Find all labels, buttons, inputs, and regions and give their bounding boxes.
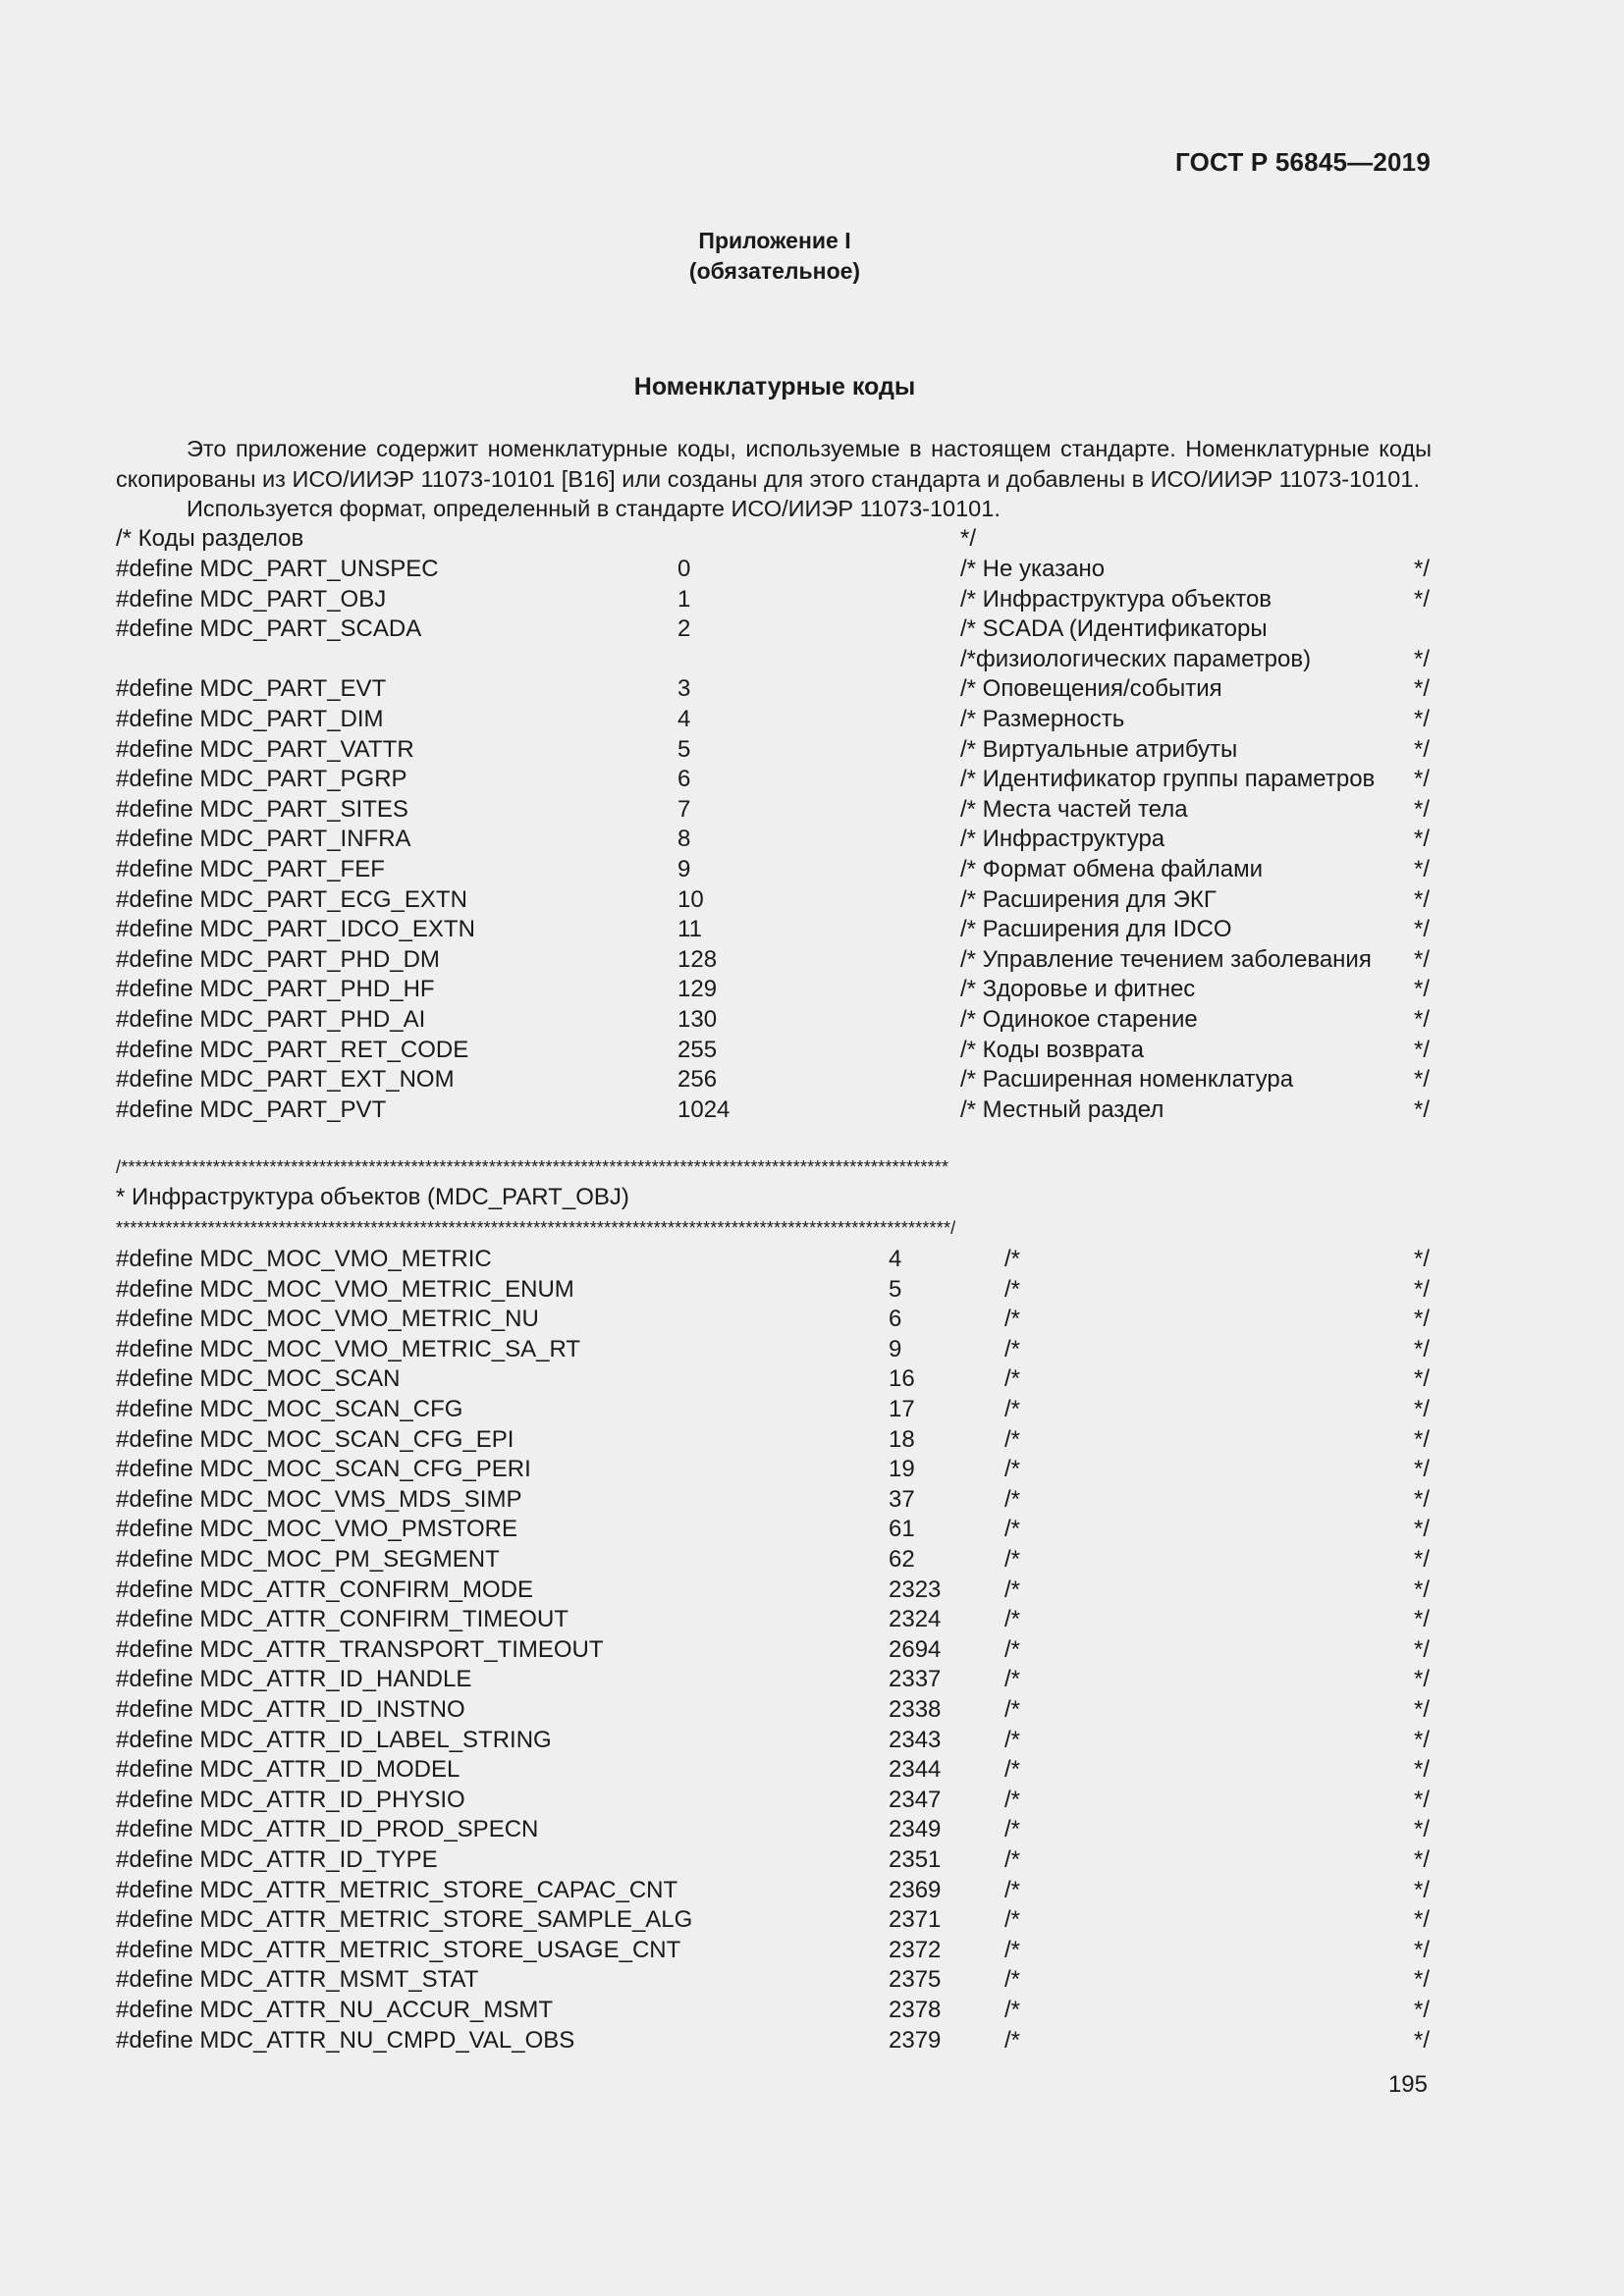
code-comment: /* Расширения для ЭКГ bbox=[960, 885, 1217, 913]
code-comment: /* Формат обмена файлами bbox=[960, 856, 1264, 882]
code-comment: /* bbox=[1004, 1635, 1021, 1663]
code-comment: /* bbox=[1004, 1666, 1021, 1693]
code-name: #define MDC_ATTR_NU_CMPD_VAL_OBS bbox=[116, 2026, 575, 2054]
comment-end: */ bbox=[1414, 1906, 1431, 1934]
standard-id: ГОСТ Р 56845—2019 bbox=[1175, 147, 1431, 177]
code-value: 6 bbox=[889, 1306, 902, 1333]
code-name: #define MDC_PART_PHD_HF bbox=[116, 976, 435, 1003]
code-comment: /* Идентификатор группы параметров bbox=[960, 766, 1376, 793]
code-name: #define MDC_ATTR_METRIC_STORE_CAPAC_CNT bbox=[116, 1876, 678, 1903]
code-name: #define MDC_PART_EVT bbox=[116, 675, 387, 703]
code-comment: /* Не указано bbox=[960, 556, 1106, 582]
comment-end: */ bbox=[1414, 1365, 1431, 1393]
comment-end: */ bbox=[1414, 766, 1431, 793]
comment-end: */ bbox=[1414, 1756, 1431, 1784]
code-value: 37 bbox=[889, 1485, 915, 1513]
code-comment: /* Виртуальные атрибуты bbox=[960, 735, 1238, 763]
code-comment: /* bbox=[1004, 1966, 1021, 1994]
comment-end: */ bbox=[1414, 1275, 1431, 1303]
code-comment: /* Здоровье и фитнес bbox=[960, 976, 1196, 1003]
comment-end: */ bbox=[1414, 1036, 1431, 1063]
code-name: #define MDC_ATTR_MSMT_STAT bbox=[116, 1966, 479, 1994]
code-value: 1024 bbox=[677, 1095, 731, 1123]
comment-end: */ bbox=[1414, 1306, 1431, 1333]
code-comment: /* bbox=[1004, 1936, 1021, 1963]
code-name: #define MDC_PART_VATTR bbox=[116, 735, 414, 763]
code-name: #define MDC_PART_INFRA bbox=[116, 826, 411, 853]
code-name: #define MDC_PART_PVT bbox=[116, 1095, 387, 1123]
comment-rule-bottom: **********************************************************************************************************************/ bbox=[116, 1218, 956, 1238]
code-comment: /* bbox=[1004, 1516, 1021, 1543]
code-value: 2375 bbox=[889, 1966, 942, 1994]
code-value: 2694 bbox=[889, 1635, 942, 1663]
comment-end: */ bbox=[1414, 706, 1431, 732]
code-name: #define MDC_PART_ECG_EXTN bbox=[116, 885, 467, 913]
code-value: 129 bbox=[677, 976, 718, 1003]
comment-end: */ bbox=[1414, 1816, 1431, 1843]
code-value: 2343 bbox=[889, 1726, 942, 1753]
intro-text bbox=[116, 434, 1432, 524]
code-name: #define MDC_ATTR_CONFIRM_MODE bbox=[116, 1575, 533, 1603]
code-value: 10 bbox=[677, 885, 704, 913]
comment-end: */ bbox=[1414, 976, 1431, 1003]
partition-header-comment: /* Коды разделов bbox=[116, 525, 304, 552]
code-name: #define MDC_ATTR_METRIC_STORE_USAGE_CNT bbox=[116, 1936, 681, 1963]
code-value: 6 bbox=[677, 766, 691, 793]
code-value: 2337 bbox=[889, 1666, 942, 1693]
code-value: 2324 bbox=[889, 1606, 942, 1633]
comment-end: */ bbox=[1414, 826, 1431, 853]
code-name: #define MDC_MOC_SCAN_CFG_PERI bbox=[116, 1456, 531, 1483]
comment-end: */ bbox=[1414, 795, 1431, 823]
code-value: 9 bbox=[889, 1335, 902, 1362]
code-value: 5 bbox=[677, 735, 691, 763]
comment-end: */ bbox=[1414, 1876, 1431, 1903]
comment-end: */ bbox=[1414, 735, 1431, 763]
code-comment: /* bbox=[1004, 1696, 1021, 1723]
code-value: 7 bbox=[677, 795, 691, 823]
code-value: 4 bbox=[889, 1246, 902, 1272]
code-name: #define MDC_MOC_VMO_PMSTORE bbox=[116, 1516, 518, 1543]
code-name: #define MDC_ATTR_ID_TYPE bbox=[116, 1846, 438, 1873]
code-value: 61 bbox=[889, 1516, 915, 1543]
comment-end: */ bbox=[1414, 1786, 1431, 1813]
code-name: #define MDC_PART_IDCO_EXTN bbox=[116, 916, 475, 943]
code-name: #define MDC_MOC_SCAN bbox=[116, 1365, 401, 1393]
appendix-heading bbox=[0, 226, 1549, 287]
code-value: 8 bbox=[677, 826, 691, 853]
comment-end: */ bbox=[1414, 1485, 1431, 1513]
code-value: 256 bbox=[677, 1066, 718, 1094]
comment-end: */ bbox=[1414, 1456, 1431, 1483]
code-comment: /* bbox=[1004, 1846, 1021, 1873]
code-comment: /* Местный раздел bbox=[960, 1095, 1164, 1123]
code-value: 2349 bbox=[889, 1816, 942, 1843]
comment-end: */ bbox=[1414, 1335, 1431, 1362]
code-comment: /* Оповещения/события bbox=[960, 675, 1222, 703]
code-value: 2378 bbox=[889, 1997, 942, 2023]
code-name: #define MDC_PART_EXT_NOM bbox=[116, 1066, 455, 1094]
code-value: 2 bbox=[677, 615, 691, 643]
code-name: #define MDC_ATTR_TRANSPORT_TIMEOUT bbox=[116, 1635, 604, 1663]
code-value: 11 bbox=[677, 916, 702, 943]
comment-end: */ bbox=[1414, 1546, 1431, 1573]
code-name: #define MDC_PART_UNSPEC bbox=[116, 556, 439, 582]
code-value: 9 bbox=[677, 856, 691, 882]
code-value: 4 bbox=[677, 706, 691, 732]
code-comment: /* Коды возврата bbox=[960, 1036, 1144, 1063]
code-comment: /* bbox=[1004, 1906, 1021, 1934]
code-name: #define MDC_PART_DIM bbox=[116, 706, 384, 732]
code-name: #define MDC_ATTR_ID_INSTNO bbox=[116, 1696, 465, 1723]
comment-end: */ bbox=[1414, 645, 1431, 672]
code-name: #define MDC_PART_SITES bbox=[116, 795, 408, 823]
code-comment: /* Расширения для IDCO bbox=[960, 916, 1232, 943]
code-comment: /*физиологических параметров) bbox=[960, 645, 1312, 672]
comment-end: */ bbox=[1414, 1396, 1431, 1422]
code-name: #define MDC_ATTR_ID_LABEL_STRING bbox=[116, 1726, 552, 1753]
comment-end: */ bbox=[1414, 2026, 1431, 2054]
code-comment: /* Инфраструктура bbox=[960, 826, 1165, 853]
code-name: #define MDC_MOC_VMO_METRIC_SA_RT bbox=[116, 1335, 581, 1362]
comment-end: */ bbox=[1414, 856, 1431, 882]
comment-end: */ bbox=[1414, 1425, 1431, 1453]
appendix-status: (обязательное) bbox=[688, 258, 861, 284]
code-name: #define MDC_MOC_VMS_MDS_SIMP bbox=[116, 1485, 522, 1513]
code-comment: /* bbox=[1004, 1756, 1021, 1784]
code-name: #define MDC_ATTR_ID_MODEL bbox=[116, 1756, 460, 1784]
comment-end: */ bbox=[1414, 1095, 1431, 1123]
appendix-title: Приложение I bbox=[698, 228, 851, 253]
code-comment: /* bbox=[1004, 1816, 1021, 1843]
code-value: 2372 bbox=[889, 1936, 942, 1963]
comment-end: */ bbox=[1414, 1936, 1431, 1963]
comment-end: */ bbox=[1414, 916, 1431, 943]
object-block-heading: * Инфраструктура объектов (MDC_PART_OBJ) bbox=[116, 1184, 629, 1210]
section-title: Номенклатурные коды bbox=[633, 373, 916, 400]
code-value: 5 bbox=[889, 1275, 902, 1303]
code-name: #define MDC_MOC_SCAN_CFG bbox=[116, 1396, 463, 1422]
code-name: #define MDC_ATTR_ID_HANDLE bbox=[116, 1666, 472, 1693]
code-name: #define MDC_MOC_VMO_METRIC_NU bbox=[116, 1306, 539, 1333]
code-value: 1 bbox=[677, 585, 691, 613]
page-number: 195 bbox=[1387, 2071, 1428, 2098]
code-comment: /* bbox=[1004, 1876, 1021, 1903]
intro-paragraph: Это приложение содержит номенклатурные коды, используемые в настоящем стандарте. Номенклатурные коды скопированы из ИСО/ИИЭР 11073-10101 [В16] или созданы для этого стандарта и добавлены в ИСО/ИИЭР 11073-10101. bbox=[116, 436, 1432, 492]
code-comment: /* bbox=[1004, 1726, 1021, 1753]
code-comment: /* bbox=[1004, 1425, 1021, 1453]
comment-end: */ bbox=[1414, 1606, 1431, 1633]
comment-end: */ bbox=[1414, 1997, 1431, 2023]
code-name: #define MDC_PART_OBJ bbox=[116, 585, 387, 613]
code-name: #define MDC_ATTR_ID_PROD_SPECN bbox=[116, 1816, 539, 1843]
comment-end: */ bbox=[1414, 1726, 1431, 1753]
code-name: #define MDC_PART_SCADA bbox=[116, 615, 422, 643]
code-value: 2344 bbox=[889, 1756, 942, 1784]
code-comment: /* bbox=[1004, 1606, 1021, 1633]
comment-end: */ bbox=[1414, 945, 1431, 973]
code-comment: /* bbox=[1004, 1546, 1021, 1573]
code-name: #define MDC_ATTR_METRIC_STORE_SAMPLE_ALG bbox=[116, 1906, 693, 1934]
code-name: #define MDC_ATTR_ID_PHYSIO bbox=[116, 1786, 465, 1813]
comment-end: */ bbox=[1414, 1966, 1431, 1994]
code-value: 16 bbox=[889, 1365, 915, 1393]
code-comment: /* bbox=[1004, 2026, 1021, 2054]
code-value: 2351 bbox=[889, 1846, 942, 1873]
code-value: 3 bbox=[677, 675, 691, 703]
comment-end: */ bbox=[1414, 1246, 1431, 1272]
comment-rule-top: /********************************************************************************************************************* bbox=[116, 1157, 949, 1177]
code-value: 130 bbox=[677, 1006, 718, 1033]
code-comment: /* bbox=[1004, 1306, 1021, 1333]
code-comment: /* Места частей тела bbox=[960, 795, 1188, 823]
code-name: #define MDC_PART_RET_CODE bbox=[116, 1036, 469, 1063]
code-comment: /* Расширенная номенклатура bbox=[960, 1066, 1294, 1094]
code-comment: /* Управление течением заболевания bbox=[960, 945, 1372, 973]
code-name: #define MDC_MOC_VMO_METRIC_ENUM bbox=[116, 1275, 574, 1303]
code-value: 2323 bbox=[889, 1575, 942, 1603]
comment-end: */ bbox=[1414, 1516, 1431, 1543]
code-name: #define MDC_ATTR_NU_ACCUR_MSMT bbox=[116, 1997, 553, 2023]
comment-end: */ bbox=[1414, 1006, 1431, 1033]
code-comment: /* bbox=[1004, 1396, 1021, 1422]
comment-end: */ bbox=[1414, 556, 1431, 582]
code-value: 62 bbox=[889, 1546, 915, 1573]
comment-end: */ bbox=[1414, 1635, 1431, 1663]
code-value: 2347 bbox=[889, 1786, 942, 1813]
code-comment: /* bbox=[1004, 1246, 1021, 1272]
comment-end: */ bbox=[1414, 885, 1431, 913]
code-value: 128 bbox=[677, 945, 718, 973]
code-value: 255 bbox=[677, 1036, 718, 1063]
code-comment: /* Инфраструктура объектов bbox=[960, 585, 1272, 613]
code-name: #define MDC_PART_PGRP bbox=[116, 766, 407, 793]
code-name: #define MDC_PART_PHD_AI bbox=[116, 1006, 426, 1033]
comment-end: */ bbox=[1414, 675, 1431, 703]
code-value: 0 bbox=[677, 556, 691, 582]
intro-paragraph: Используется формат, определенный в стандарте ИСО/ИИЭР 11073-10101. bbox=[187, 496, 1001, 521]
comment-end: */ bbox=[1414, 585, 1431, 613]
code-comment: /* bbox=[1004, 1335, 1021, 1362]
code-value: 2379 bbox=[889, 2026, 942, 2054]
comment-end: */ bbox=[1414, 1846, 1431, 1873]
code-value: 19 bbox=[889, 1456, 915, 1483]
comment-end: */ bbox=[1414, 1575, 1431, 1603]
code-comment: /* bbox=[1004, 1365, 1021, 1393]
code-name: #define MDC_MOC_PM_SEGMENT bbox=[116, 1546, 500, 1573]
code-comment: /* bbox=[1004, 1575, 1021, 1603]
partition-header-end: */ bbox=[960, 525, 977, 552]
code-comment: /* Размерность bbox=[960, 706, 1125, 732]
code-value: 2369 bbox=[889, 1876, 942, 1903]
code-name: #define MDC_ATTR_CONFIRM_TIMEOUT bbox=[116, 1606, 568, 1633]
code-comment: /* bbox=[1004, 1786, 1021, 1813]
comment-end: */ bbox=[1414, 1696, 1431, 1723]
code-comment: /* Одинокое старение bbox=[960, 1006, 1198, 1033]
comment-end: */ bbox=[1414, 1066, 1431, 1094]
code-name: #define MDC_MOC_SCAN_CFG_EPI bbox=[116, 1425, 514, 1453]
code-name: #define MDC_PART_PHD_DM bbox=[116, 945, 440, 973]
code-value: 2338 bbox=[889, 1696, 942, 1723]
code-comment: /* SCADA (Идентификаторы bbox=[960, 615, 1268, 643]
comment-end: */ bbox=[1414, 1666, 1431, 1693]
code-value: 17 bbox=[889, 1396, 915, 1422]
code-comment: /* bbox=[1004, 1997, 1021, 2023]
code-value: 18 bbox=[889, 1425, 915, 1453]
code-comment: /* bbox=[1004, 1485, 1021, 1513]
code-name: #define MDC_PART_FEF bbox=[116, 856, 385, 882]
code-name: #define MDC_MOC_VMO_METRIC bbox=[116, 1246, 492, 1272]
code-comment: /* bbox=[1004, 1275, 1021, 1303]
code-comment: /* bbox=[1004, 1456, 1021, 1483]
code-value: 2371 bbox=[889, 1906, 942, 1934]
